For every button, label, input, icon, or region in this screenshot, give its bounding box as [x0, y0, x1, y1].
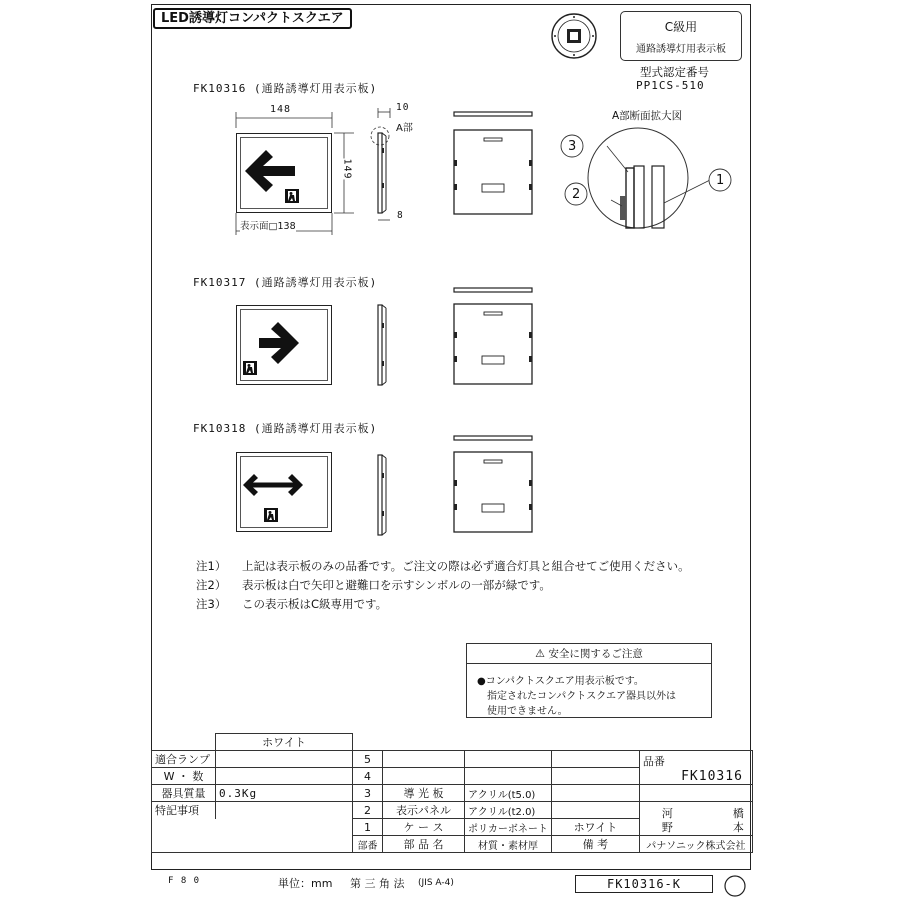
drawing-number: FK10316-K — [575, 875, 713, 893]
safety-header: ⚠ 安全に関するご注意 — [467, 644, 711, 664]
part-note-5 — [551, 751, 639, 768]
part-number: FK10316 — [681, 769, 743, 784]
note-3-text: この表示板はC級専用です。 — [242, 597, 388, 611]
class-label: C級用 — [664, 20, 698, 34]
part-material-4 — [465, 768, 552, 785]
part-no-2: 2 — [353, 802, 383, 819]
callout-2: 2 — [572, 187, 581, 202]
front-panel-right — [236, 305, 332, 385]
part-note-1: ホワイト — [551, 819, 639, 836]
safety-line-3: 使用できません。 — [487, 706, 568, 717]
note-2-label: 注2） — [196, 578, 227, 592]
spec-label-watt: W ・ 数 — [152, 768, 216, 785]
spec-label-lamp: 適合ランプ — [152, 751, 216, 768]
part-name-3: 導 光 板 — [383, 785, 465, 802]
part-material-2: アクリル(t2.0) — [465, 802, 552, 819]
safety-line-2: 指定されたコンパクトスクエア器具以外は — [487, 691, 676, 702]
title-block-table — [151, 733, 753, 853]
projection-label: 第 三 角 法 — [350, 877, 405, 890]
back-view-3 — [452, 436, 536, 536]
part-name-2: 表示パネル — [383, 802, 465, 819]
part-note-3 — [551, 785, 639, 802]
spec-value-remarks — [216, 802, 353, 819]
spec-value-mass: 0.3Kg — [216, 785, 353, 802]
drawing-code-2: FK10317 (通路誘導灯用表示板) — [193, 276, 378, 289]
side-view-3 — [376, 455, 388, 535]
note-3-label: 注3） — [196, 597, 227, 611]
note-1-text: 上記は表示板のみの品番です。ご注文の際は必ず適合灯具と組合せてご使用ください。 — [242, 559, 690, 573]
arrow-both-icon — [243, 473, 303, 497]
part-number-label: 品番 — [642, 755, 665, 768]
part-note-2 — [551, 802, 639, 819]
approver-2a: 野 — [661, 821, 673, 834]
spec-value-watt — [216, 768, 353, 785]
arrow-right-icon — [259, 322, 299, 364]
sheet-size: F 8 0 — [168, 876, 201, 886]
approval-label: 型式認定番号 — [640, 65, 709, 79]
part-name-4 — [383, 768, 465, 785]
detail-title: A部断面拡大図 — [612, 110, 683, 122]
spec-label-remarks: 特記事項 — [152, 802, 216, 819]
dim-bottom: 8 — [397, 210, 404, 221]
callout-1: 1 — [716, 173, 725, 188]
company-name: パナソニック株式会社 — [639, 836, 752, 853]
revision-circle-icon — [724, 875, 746, 897]
part-name-5 — [383, 751, 465, 768]
spec-value-lamp — [216, 751, 353, 768]
dim-height: 149 — [341, 158, 353, 180]
callout-3: 3 — [568, 139, 577, 154]
spec-color: ホワイト — [216, 734, 353, 751]
side-view-2 — [376, 305, 388, 385]
part-no-3: 3 — [353, 785, 383, 802]
col-header-material: 材質・素材厚 — [465, 836, 552, 853]
safety-line-1: ●コンパクトスクエア用表示板です。 — [477, 676, 644, 687]
part-note-4 — [551, 768, 639, 785]
part-material-3: アクリル(t5.0) — [465, 785, 552, 802]
part-no-1: 1 — [353, 819, 383, 836]
unit-label: 単位：mm — [278, 877, 333, 890]
approval-number: PP1CS-510 — [636, 79, 705, 92]
spec-label-mass: 器具質量 — [152, 785, 216, 802]
drawing-code-3: FK10318 (通路誘導灯用表示板) — [193, 422, 378, 435]
emergency-exit-icon — [264, 508, 278, 522]
part-no-5: 5 — [353, 751, 383, 768]
approver-1b: 橋 — [732, 807, 744, 820]
certification-seal — [550, 12, 598, 60]
col-header-note: 備 考 — [551, 836, 639, 853]
class-box — [620, 11, 742, 61]
arrow-left-icon — [245, 150, 295, 192]
approver-1a: 河 — [661, 807, 673, 820]
front-panel-left — [236, 133, 332, 213]
emergency-exit-icon — [243, 361, 257, 375]
part-material-1: ポリカーボネート — [465, 819, 552, 836]
class-sub: 通路誘導灯用表示板 — [636, 44, 726, 55]
dim-depth: 10 — [396, 102, 410, 113]
dim-width: 148 — [270, 104, 292, 115]
col-header-no: 部番 — [353, 836, 383, 853]
approver-2b: 本 — [732, 821, 744, 834]
part-no-4: 4 — [353, 768, 383, 785]
emergency-exit-icon — [285, 189, 299, 203]
safety-notice — [466, 643, 712, 718]
standard-label: (JIS A-4) — [418, 878, 454, 888]
note-1-label: 注1） — [196, 559, 227, 573]
back-view-1 — [452, 112, 536, 216]
part-name-1: ケ ー ス — [383, 819, 465, 836]
drawing-code-1: FK10316 (通路誘導灯用表示板) — [193, 82, 378, 95]
part-material-5 — [465, 751, 552, 768]
note-2-text: 表示板は白で矢印と避難口を示すシンボルの一部が緑です。 — [242, 578, 551, 592]
front-panel-both — [236, 452, 332, 532]
warning-icon: ⚠ — [535, 647, 546, 660]
sheet-title: LED誘導灯コンパクトスクエア — [153, 8, 352, 29]
detail-mark: A部 — [396, 123, 413, 134]
col-header-name: 部 品 名 — [383, 836, 465, 853]
back-view-2 — [452, 288, 536, 388]
dim-display-area: 表示面□138 — [240, 221, 296, 232]
